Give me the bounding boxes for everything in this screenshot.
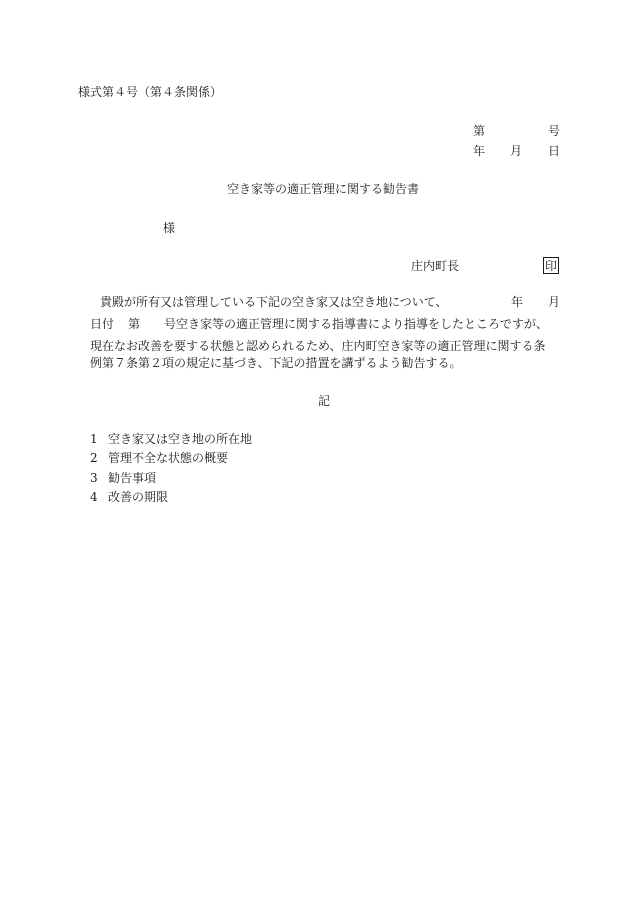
list-item [90,432,253,446]
item-number: 2 [90,451,98,465]
item-text: 管理不全な状態の概要 [108,451,229,465]
form-label: 様式第４号（第４条関係） [78,85,223,99]
item-number: 4 [90,490,98,504]
body-line-1 [100,296,448,308]
issue-date-month: 月 [510,144,523,158]
issue-date-day: 日 [548,144,561,158]
body-line-3: 現在なお改善を要する状態と認められるため、庄内町空き家等の適正管理に関する条 [90,339,546,353]
issue-number-prefix: 第 [473,124,486,138]
body-line-4: 例第７条第２項の規定に基づき、下記の措置を講ずるよう勧告する。 [90,356,462,370]
list-item [90,490,169,504]
item-number: 3 [90,471,98,485]
item-text: 勧告事項 [108,471,157,485]
sender-name: 庄内町長 [411,259,460,273]
item-text: 改善の期限 [108,490,169,504]
ki-heading: 記 [318,394,331,408]
body-day: 日付 [90,317,115,331]
body-line-2: 号空き家等の適正管理に関する指導書により指導をしたところですが、 [164,317,548,331]
list-item [90,451,229,465]
item-text: 空き家又は空き地の所在地 [108,432,253,446]
recipient-honorific: 様 [163,221,176,235]
item-number: 1 [90,432,98,446]
seal-mark: 印 [545,259,558,273]
document-title: 空き家等の適正管理に関する勧告書 [227,182,420,196]
issue-date-year: 年 [473,144,486,158]
body-month: 月 [548,295,561,309]
body-year: 年 [511,295,524,309]
body-text: 貴殿が所有又は管理している下記の空き家又は空き地について、 [100,295,448,309]
body-number-prefix: 第 [128,317,141,331]
list-item [90,471,157,485]
issue-number-suffix: 号 [548,124,561,138]
